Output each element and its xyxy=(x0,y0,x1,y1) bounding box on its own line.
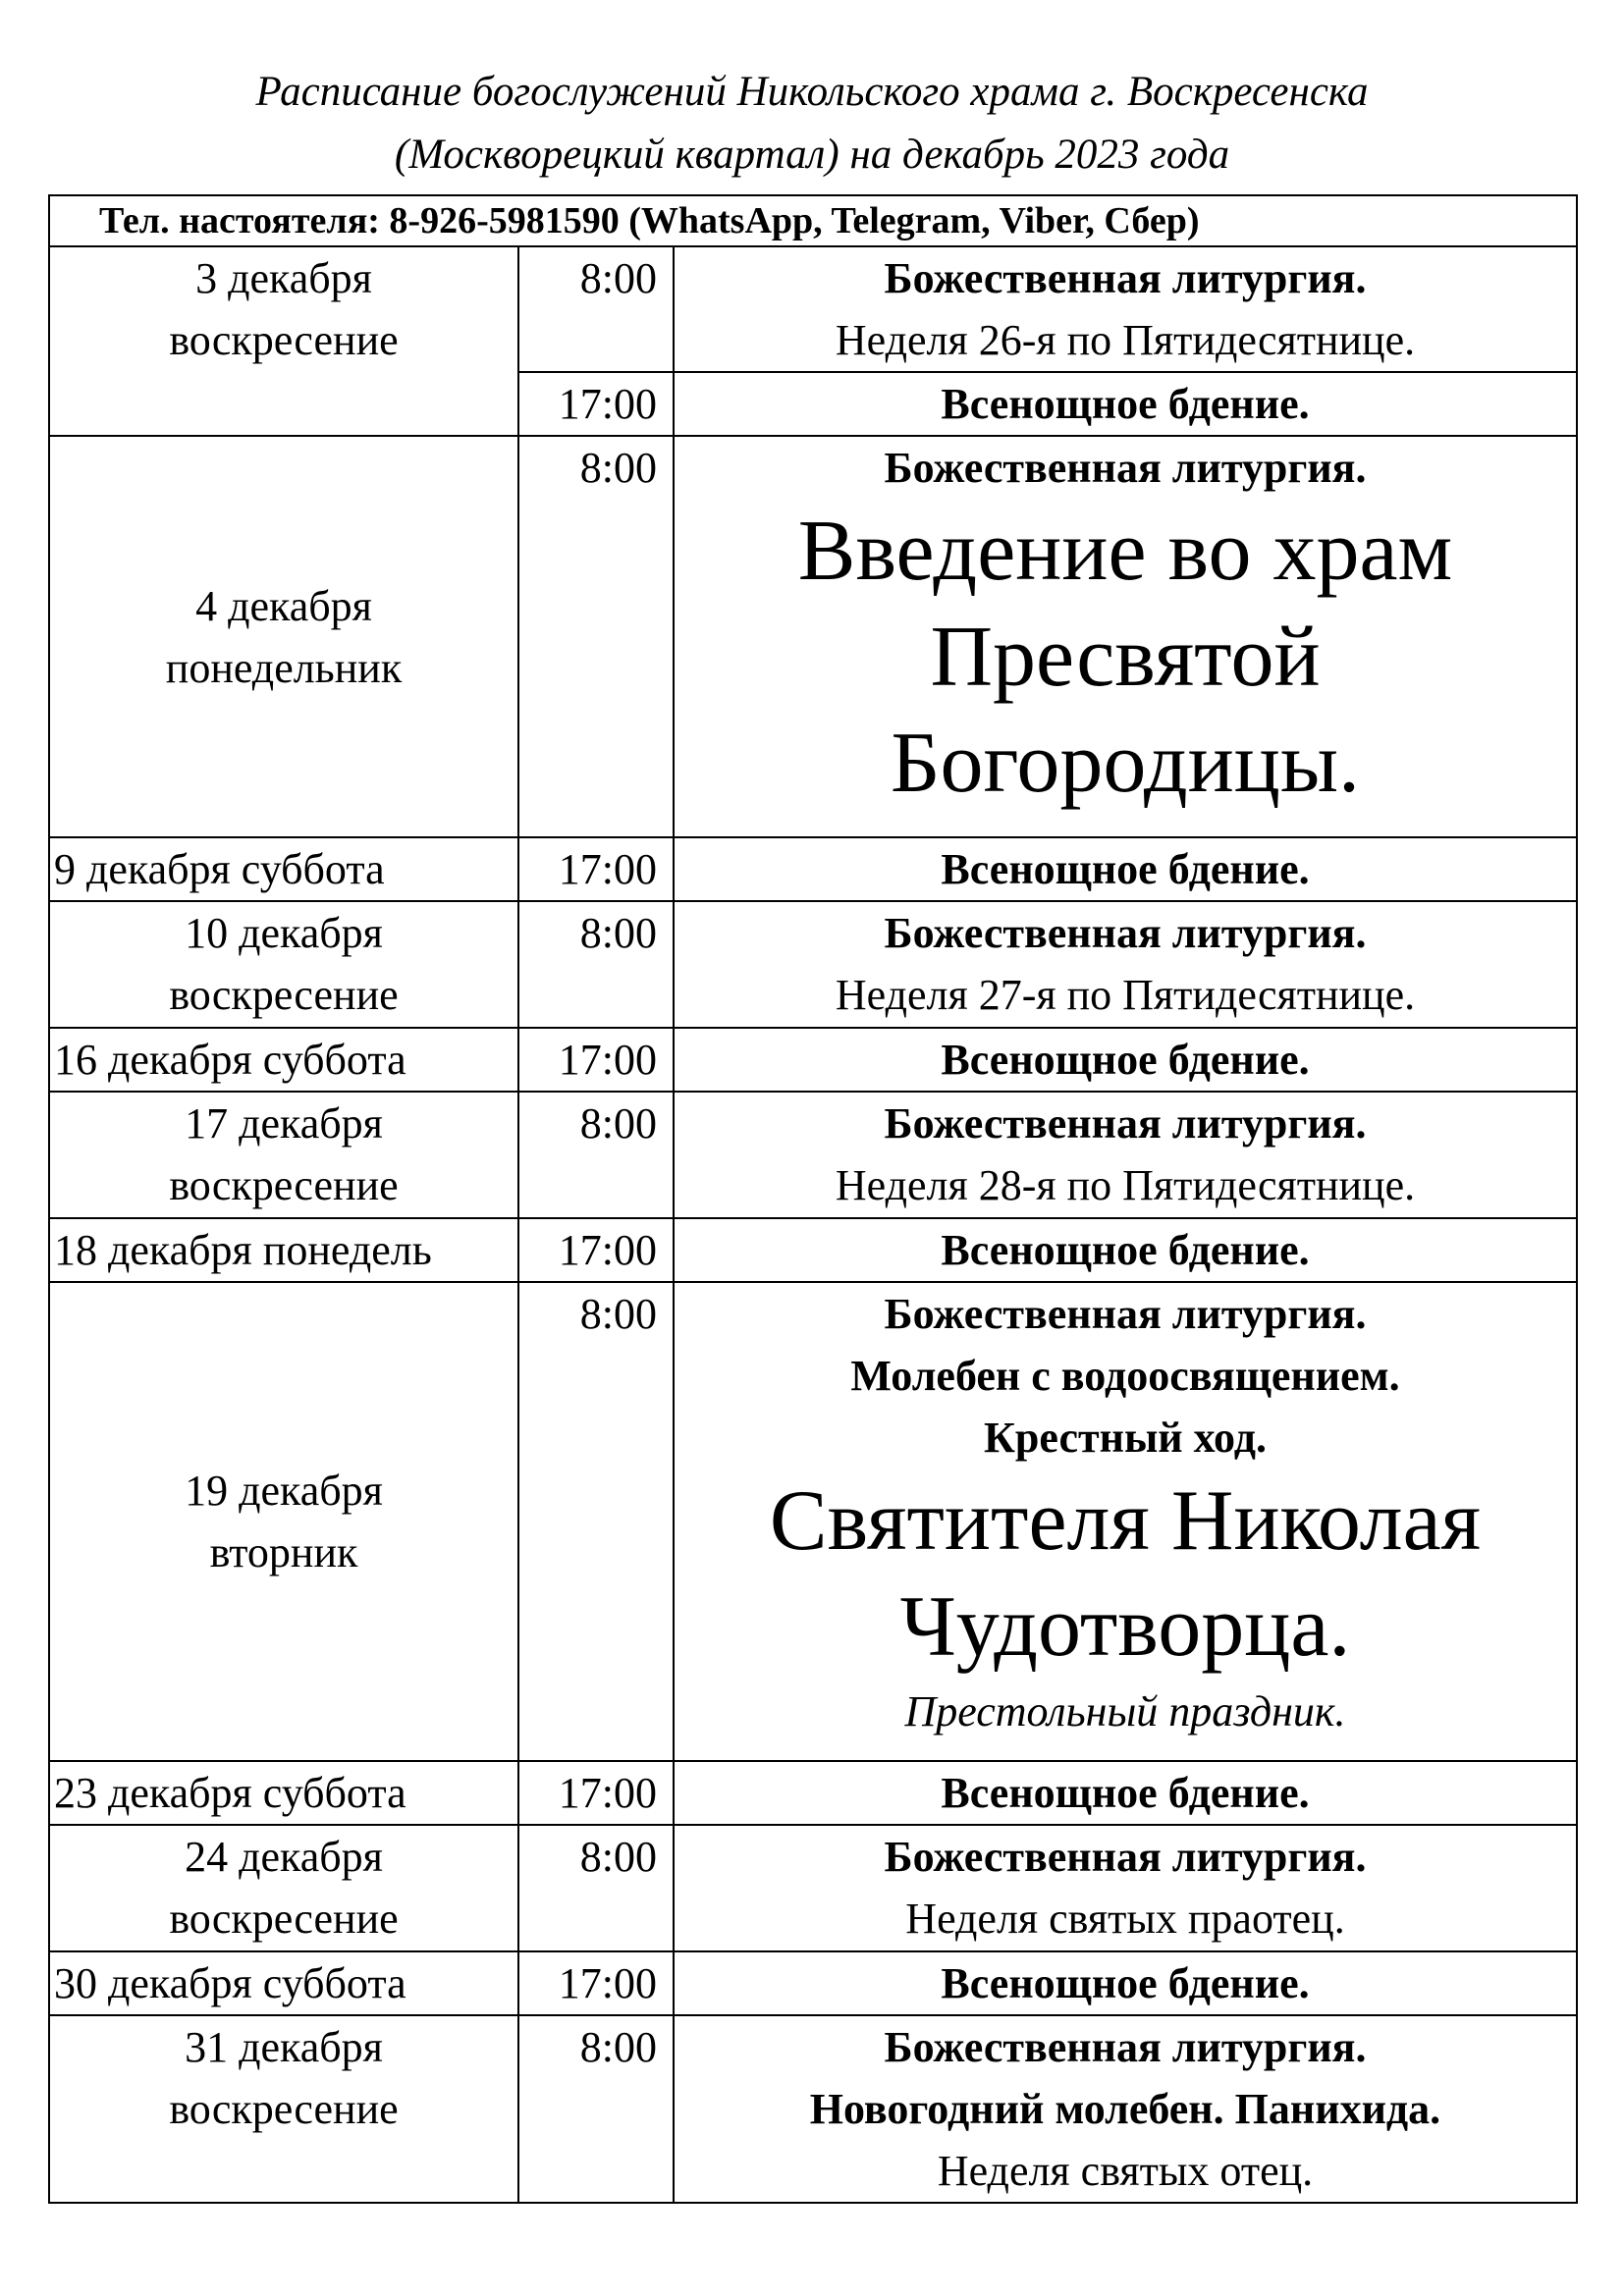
date-weekday: воскресение xyxy=(169,316,399,364)
table-row xyxy=(49,837,1577,901)
feast-title-line: Богородицы. xyxy=(891,716,1360,811)
time-cell: 17:00 xyxy=(518,1028,674,1092)
feast-title-line: Введение во храм xyxy=(797,504,1453,599)
service-cell xyxy=(674,372,1577,436)
service-bold-line: Божественная литургия. xyxy=(884,909,1367,957)
table-row xyxy=(49,436,1577,837)
date-weekday: понедельник xyxy=(165,643,403,692)
time-cell: 8:00 xyxy=(518,901,674,1028)
service-bold-line: Божественная литургия. xyxy=(884,1290,1367,1338)
schedule-table xyxy=(48,194,1578,2204)
feast-note: Престольный праздник. xyxy=(904,1687,1346,1735)
date-weekday: воскресение xyxy=(169,1895,399,1943)
date-weekday: воскресение xyxy=(169,2085,399,2133)
service-bold-line: Всенощное бдение. xyxy=(941,1036,1310,1084)
date-cell xyxy=(49,901,518,1028)
date-cell xyxy=(49,2015,518,2203)
table-row xyxy=(49,1028,1577,1092)
service-cell xyxy=(674,436,1577,837)
service-note: Неделя святых праотец. xyxy=(905,1895,1345,1943)
table-row xyxy=(49,1825,1577,1951)
date-day: 17 декабря xyxy=(185,1099,383,1148)
contact-phone: Тел. настоятеля: 8-926-5981590 (WhatsApp, Telegram, Viber, Сбер) xyxy=(49,195,1577,246)
service-bold-line: Всенощное бдение. xyxy=(941,1769,1310,1817)
service-cell xyxy=(674,1951,1577,2015)
service-cell xyxy=(674,1282,1577,1761)
time-cell: 8:00 xyxy=(518,1282,674,1761)
table-row xyxy=(49,901,1577,1028)
service-note: Неделя 27-я по Пятидесятнице. xyxy=(835,971,1416,1019)
title-line-1: Расписание богослужений Никольского храма г. Воскресенска xyxy=(255,69,1369,115)
time-cell: 17:00 xyxy=(518,1218,674,1282)
date-cell xyxy=(49,436,518,837)
date-day: 19 декабря xyxy=(185,1467,383,1515)
service-bold-line: Новогодний молебен. Панихида. xyxy=(809,2085,1441,2133)
table-row xyxy=(49,2015,1577,2203)
time-cell: 17:00 xyxy=(518,837,674,901)
service-cell xyxy=(674,901,1577,1028)
service-bold-line: Божественная литургия. xyxy=(884,254,1367,302)
service-cell xyxy=(674,246,1577,372)
table-row xyxy=(49,1951,1577,2015)
date-cell: 30 декабря суббота xyxy=(49,1951,518,2015)
table-row xyxy=(49,1218,1577,1282)
date-weekday: воскресение xyxy=(169,971,399,1019)
date-day: 4 декабря xyxy=(195,581,372,630)
service-note: Неделя 26-я по Пятидесятнице. xyxy=(835,316,1416,364)
service-bold-line: Всенощное бдение. xyxy=(941,1959,1310,2007)
table-row xyxy=(49,246,1577,372)
service-cell xyxy=(674,837,1577,901)
service-bold-line: Божественная литургия. xyxy=(884,2023,1367,2071)
date-day: 3 декабря xyxy=(195,254,372,302)
contact-row xyxy=(49,195,1577,246)
service-bold-line: Крестный ход. xyxy=(984,1414,1267,1462)
date-cell: 9 декабря суббота xyxy=(49,837,518,901)
table-row xyxy=(49,1282,1577,1761)
service-cell xyxy=(674,1092,1577,1218)
service-bold-line: Божественная литургия. xyxy=(884,1833,1367,1881)
date-cell: 23 декабря суббота xyxy=(49,1761,518,1825)
service-cell xyxy=(674,1028,1577,1092)
date-day: 10 декабря xyxy=(185,909,383,957)
service-bold-line: Всенощное бдение. xyxy=(941,380,1310,428)
service-cell xyxy=(674,1825,1577,1951)
date-cell: 16 декабря суббота xyxy=(49,1028,518,1092)
service-bold-line: Божественная литургия. xyxy=(884,444,1367,492)
time-cell: 8:00 xyxy=(518,2015,674,2203)
page-title xyxy=(0,61,1624,187)
date-cell: 18 декабря понедель xyxy=(49,1218,518,1282)
feast-title-line: Святителя Николая xyxy=(769,1473,1482,1569)
time-cell: 8:00 xyxy=(518,1825,674,1951)
time-cell: 8:00 xyxy=(518,1092,674,1218)
service-bold-line: Молебен с водоосвящением. xyxy=(850,1352,1400,1400)
title-line-2: (Москворецкий квартал) на декабрь 2023 года xyxy=(394,132,1230,178)
date-weekday: воскресение xyxy=(169,1161,399,1209)
date-cell xyxy=(49,1282,518,1761)
date-cell xyxy=(49,1092,518,1218)
date-cell xyxy=(49,1825,518,1951)
time-cell: 17:00 xyxy=(518,372,674,436)
service-cell xyxy=(674,1761,1577,1825)
date-day: 24 декабря xyxy=(185,1833,383,1881)
feast-title-line: Пресвятой xyxy=(930,610,1321,705)
table-row xyxy=(49,1761,1577,1825)
service-cell xyxy=(674,1218,1577,1282)
table-row xyxy=(49,1092,1577,1218)
service-cell xyxy=(674,2015,1577,2203)
time-cell: 8:00 xyxy=(518,246,674,372)
feast-title-line: Чудотворца. xyxy=(899,1579,1351,1675)
date-cell xyxy=(49,246,518,436)
time-cell: 17:00 xyxy=(518,1761,674,1825)
date-day: 31 декабря xyxy=(185,2023,383,2071)
service-note: Неделя святых отец. xyxy=(937,2147,1314,2195)
service-bold-line: Божественная литургия. xyxy=(884,1099,1367,1148)
service-bold-line: Всенощное бдение. xyxy=(941,845,1310,893)
service-note: Неделя 28-я по Пятидесятнице. xyxy=(835,1161,1416,1209)
service-bold-line: Всенощное бдение. xyxy=(941,1226,1310,1274)
time-cell: 17:00 xyxy=(518,1951,674,2015)
date-weekday: вторник xyxy=(209,1528,358,1576)
time-cell: 8:00 xyxy=(518,436,674,837)
